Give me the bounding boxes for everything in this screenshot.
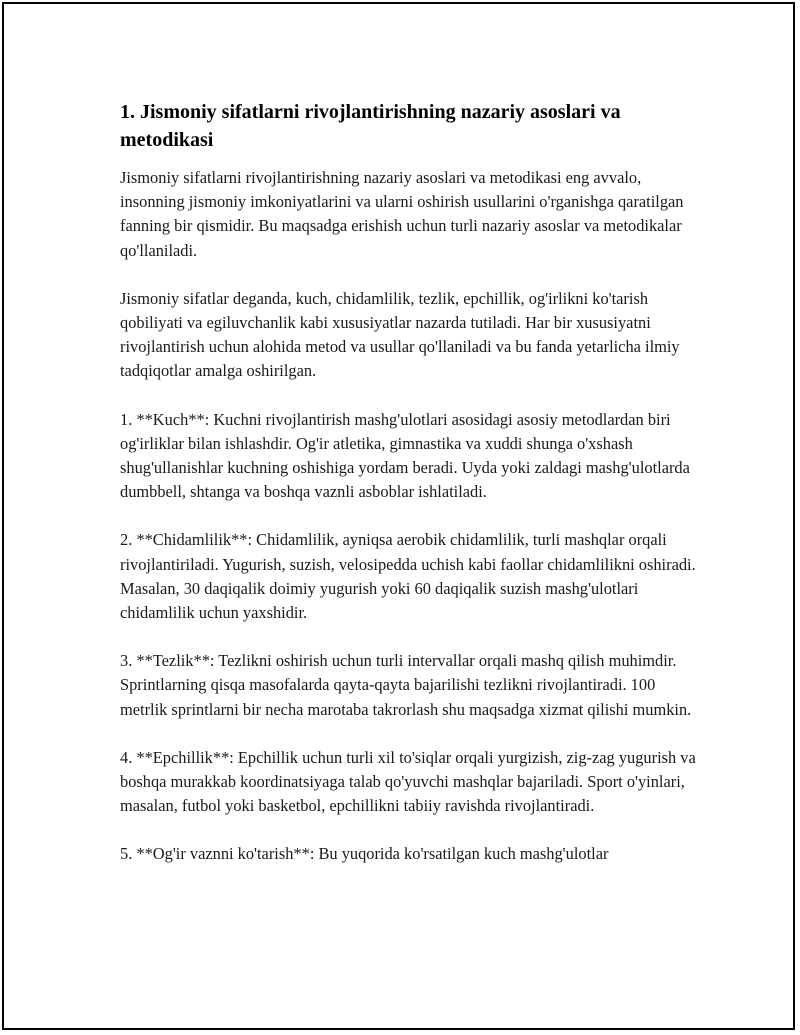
paragraph-qualities: Jismoniy sifatlar deganda, kuch, chidamlilik, tezlik, epchillik, og'irlikni ko'tarish qobiliyati va egiluvchanlik kabi xususiyatlar nazarda tutiladi. Har bir xususiyatni rivojlantirish uchun alohida metod va usullar qo'llaniladi va bu fanda yetarlicha ilmiy tadqiqotlar amalga oshirilgan. bbox=[120, 288, 680, 381]
paragraph-tezlik: 3. **Tezlik**: Tezlikni oshirish uchun turli intervallar orqali mashq qilish muhimdir. Sprintlarning qisqa masofalarda qayta-qayta bajarilishi tezlikni rivojlantiradi. 100 metrlik sprintlarni bir necha marotaba takrorlash shu maqsadga xizmat qilishi mumkin. bbox=[120, 651, 692, 719]
paragraph-chidamlilik: 2. **Chidamlilik**: Chidamlilik, ayniqsa aerobik chidamlilik, turli mashqlar orqali rivojlantiriladi. Yugurish, suzish, velosipedda uchish kabi faollar chidamlilikni oshiradi. Masalan, 30 daqiqalik doimiy yugurish yoki 60 daqiqalik suzish mashg'ulotlari chidamlilik uchun yaxshidir. bbox=[120, 530, 696, 623]
paragraph-ogir-vazn: 5. **Og'ir vaznni ko'tarish**: Bu yuqorida ko'rsatilgan kuch mashg'ulotlar bbox=[120, 844, 609, 864]
document-heading: 1. Jismoniy sifatlarni rivojlantirishning nazariy asoslari va metodikasi bbox=[120, 101, 621, 151]
paragraph-epchillik: 4. **Epchillik**: Epchillik uchun turli xil to'siqlar orqali yurgizish, zig-zag yugurish va boshqa murakkab koordinatsiyaga talab qo'yuvchi mashqlar bajariladi. Sport o'yinlari, masalan, futbol yoki basketbol, epchillikni tabiiy ravishda rivojlantiradi. bbox=[120, 747, 696, 816]
document-body bbox=[120, 98, 700, 891]
page-frame bbox=[2, 2, 795, 1030]
paragraph-intro: Jismoniy sifatlarni rivojlantirishning nazariy asoslari va metodikasi eng avvalo, insonning jismoniy imkoniyatlarini va ularni oshirish usullarini o'rganishga qaratilgan fanning bir qismidir. Bu maqsadga erishish uchun turli nazariy asoslar va metodikalar qo'llaniladi. bbox=[120, 168, 684, 260]
paragraph-kuch: 1. **Kuch**: Kuchni rivojlantirish mashg'ulotlari asosidagi asosiy metodlardan biri og'irliklar bilan ishlashdir. Og'ir atletika, gimnastika va xuddi shunga o'xshash shug'ullanishlar kuchning oshishiga yordam beradi. Uyda yoki zaldagi mashg'ulotlarda dumbbell, shtanga va boshqa vaznli asboblar ishlatiladi. bbox=[120, 409, 690, 502]
